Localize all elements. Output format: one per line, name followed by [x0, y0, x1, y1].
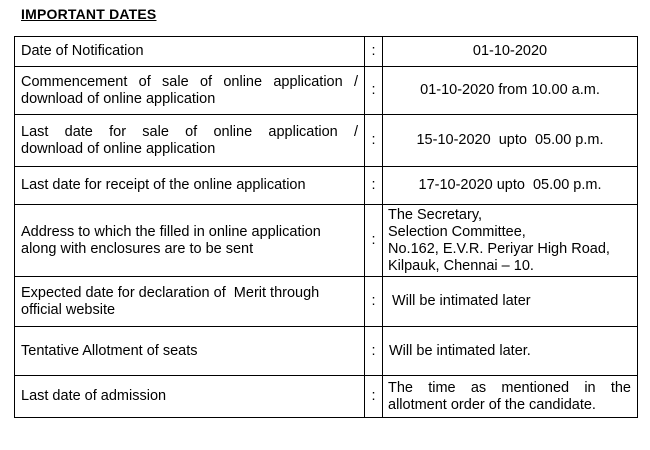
table-row — [15, 67, 638, 115]
row-label-line: Last date for sale of online application / — [21, 123, 358, 140]
row-label-line: Expected date for declaration of Merit through — [21, 284, 320, 301]
row-value-line: 17-10-2020 upto 05.00 p.m. — [418, 177, 602, 193]
table-row — [15, 376, 638, 418]
row-separator: : — [365, 167, 383, 205]
row-separator: : — [365, 327, 383, 376]
row-label-line: along with enclosures are to be sent — [21, 240, 254, 257]
row-label — [15, 277, 365, 327]
row-value-line: allotment order of the candidate. — [388, 396, 596, 413]
row-value-line: Selection Committee, — [388, 223, 526, 240]
row-value — [383, 37, 638, 67]
row-label — [15, 115, 365, 167]
row-label-line: Address to which the filled in online application — [21, 223, 321, 240]
row-value — [383, 115, 638, 167]
row-separator: : — [365, 37, 383, 67]
row-separator: : — [365, 67, 383, 115]
row-value-line: Will be intimated later — [392, 293, 531, 309]
row-label — [15, 167, 365, 205]
row-value-line: 01-10-2020 from 10.00 a.m. — [420, 82, 600, 98]
row-label-line: download of online application — [21, 140, 216, 157]
table-row — [15, 327, 638, 376]
row-value-line: The Secretary, — [388, 206, 483, 223]
row-value — [383, 167, 638, 205]
row-value — [383, 376, 638, 418]
row-label — [15, 37, 365, 67]
row-label-line: download of online application — [21, 90, 216, 107]
row-value — [383, 277, 638, 327]
row-label — [15, 67, 365, 115]
row-value-line: The time as mentioned in the — [388, 379, 631, 396]
row-value-line: No.162, E.V.R. Periyar High Road, — [388, 240, 610, 257]
table-row — [15, 115, 638, 167]
row-separator: : — [365, 115, 383, 167]
page-heading: IMPORTANT DATES — [21, 6, 157, 22]
row-separator: : — [365, 205, 383, 277]
row-label-line: Tentative Allotment of seats — [21, 342, 198, 359]
table-row — [15, 37, 638, 67]
row-separator: : — [365, 277, 383, 327]
row-label — [15, 205, 365, 277]
row-value-line: 15-10-2020 upto 05.00 p.m. — [416, 132, 604, 148]
row-value-line: Kilpauk, Chennai – 10. — [388, 257, 534, 274]
row-value — [383, 205, 638, 277]
table-row — [15, 167, 638, 205]
row-label-line: Date of Notification — [21, 43, 144, 59]
row-label-line: official website — [21, 301, 116, 318]
table-row — [15, 277, 638, 327]
row-label-line: Commencement of sale of online application / — [21, 73, 358, 90]
row-value-line: Will be intimated later. — [389, 342, 531, 359]
row-value-line: 01-10-2020 — [472, 43, 548, 59]
table-row — [15, 205, 638, 277]
row-value — [383, 327, 638, 376]
row-label — [15, 327, 365, 376]
row-separator: : — [365, 376, 383, 418]
row-label-line: Last date for receipt of the online application — [21, 177, 306, 193]
row-label — [15, 376, 365, 418]
important-dates-table — [14, 36, 638, 418]
row-value — [383, 67, 638, 115]
row-label-line: Last date of admission — [21, 388, 167, 404]
